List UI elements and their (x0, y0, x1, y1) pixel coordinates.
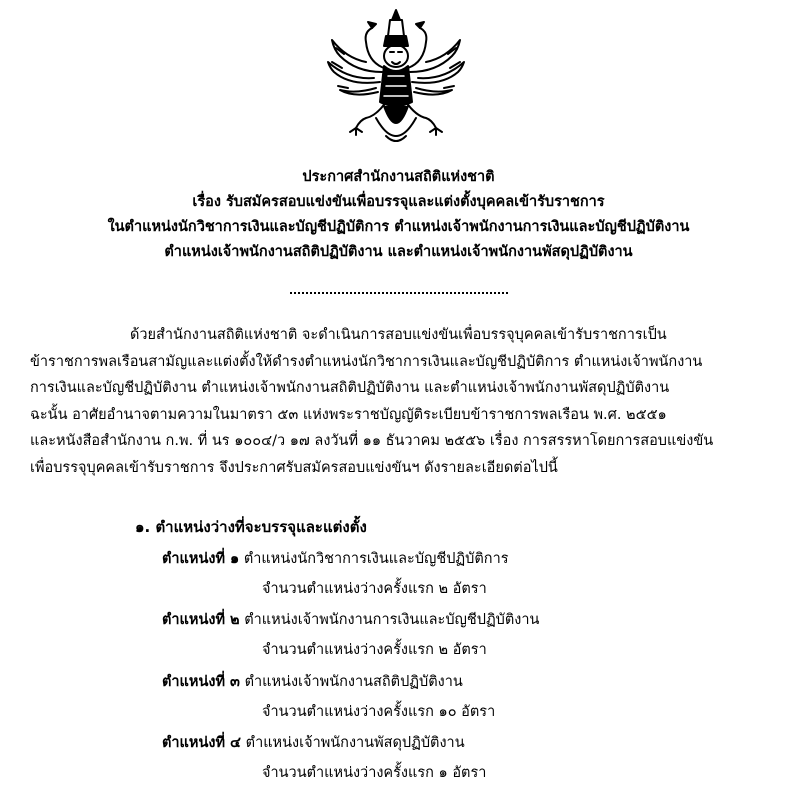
position-name: ตำแหน่งเจ้าพนักงานพัสดุปฏิบัติงาน (245, 735, 465, 751)
body-line: เพื่อบรรจุบุคคลเข้ารับราชการ จึงประกาศรับสมัครสอบแข่งขันฯ ดังรายละเอียดต่อไปนี้ (30, 459, 558, 476)
position-row (162, 731, 465, 754)
vacancy-count: จำนวนตำแหน่งว่างครั้งแรก ๑๐ อัตรา (262, 704, 496, 720)
position-row (162, 608, 539, 631)
position-name: ตำแหน่งเจ้าพนักงานสถิติปฏิบัติงาน (244, 674, 463, 690)
title-line-2: เรื่อง รับสมัครสอบแข่งขันเพื่อบรรจุและแต่งตั้งบุคคลเข้ารับราชการ (192, 194, 605, 210)
position-row (162, 547, 509, 570)
body-paragraph (30, 322, 770, 481)
position-row (162, 670, 463, 693)
vacancy-count: จำนวนตำแหน่งว่างครั้งแรก ๑ อัตรา (262, 765, 487, 781)
position-label: ตำแหน่งที่ ๒ (162, 612, 240, 628)
position-name: ตำแหน่งเจ้าพนักงานการเงินและบัญชีปฏิบัติงาน (244, 612, 540, 628)
title-line-4: ตำแหน่งเจ้าพนักงานสถิติปฏิบัติงาน และตำแหน่งเจ้าพนักงานพัสดุปฏิบัติงาน (164, 244, 633, 260)
garuda-emblem-icon (326, 6, 466, 156)
position-label: ตำแหน่งที่ ๑ (162, 551, 240, 567)
body-line: และหนังสือสำนักงาน ก.พ. ที่ นร ๑๐๐๔/ว ๑๗ ลงวันที่ ๑๑ ธันวาคม ๒๕๕๖ เรื่อง การสรรหาโดยการสอบแข่งขัน (30, 433, 714, 449)
title-line-1: ประกาศสำนักงานสถิติแห่งชาติ (302, 169, 495, 185)
body-line: ข้าราชการพลเรือนสามัญและแต่งตั้งให้ดำรงตำแหน่งนักวิชาการเงินและบัญชีปฏิบัติการ ตำแหน่งเจ้าพนักงาน (30, 353, 703, 370)
title-line-3: ในตำแหน่งนักวิชาการเงินและบัญชีปฏิบัติการ ตำแหน่งเจ้าพนักงานการเงินและบัญชีปฏิบัติงาน (107, 219, 690, 235)
body-line: ด้วยสำนักงานสถิติแห่งชาติ จะดำเนินการสอบแข่งขันเพื่อบรรจุบุคคลเข้ารับราชการเป็น (130, 327, 667, 343)
body-line: ฉะนั้น อาศัยอำนาจตามความในมาตรา ๕๓ แห่งพระราชบัญญัติระเบียบข้าราชการพลเรือน พ.ศ. ๒๕๕๑ (30, 406, 667, 423)
body-line: การเงินและบัญชีปฏิบัติงาน ตำแหน่งเจ้าพนักงานสถิติปฏิบัติงาน และตำแหน่งเจ้าพนักงานพัสดุปฏิบัติงาน (30, 380, 670, 396)
section-heading: ๑. ตำแหน่งว่างที่จะบรรจุและแต่งตั้ง (135, 518, 367, 536)
position-label: ตำแหน่งที่ ๓ (162, 674, 240, 690)
vacancy-count: จำนวนตำแหน่งว่างครั้งแรก ๒ อัตรา (262, 642, 487, 658)
vacancy-count: จำนวนตำแหน่งว่างครั้งแรก ๒ อัตรา (262, 581, 487, 597)
dotted-divider (290, 292, 508, 294)
position-label: ตำแหน่งที่ ๔ (162, 735, 242, 751)
announcement-title (0, 165, 797, 265)
position-name: ตำแหน่งนักวิชาการเงินและบัญชีปฏิบัติการ (243, 551, 509, 567)
